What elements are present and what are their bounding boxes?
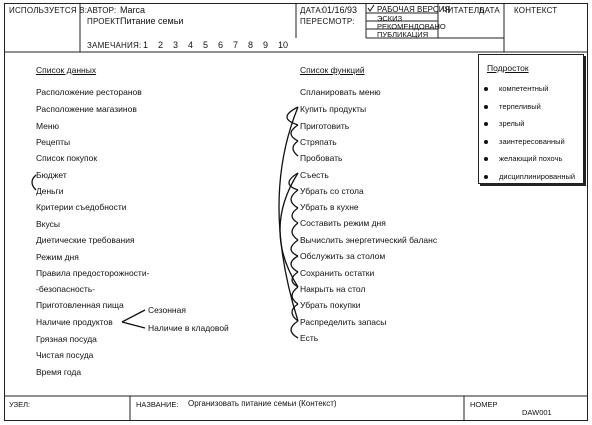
data-list-item: Режим дня xyxy=(36,252,79,262)
func-connector-15 xyxy=(291,321,298,338)
name-value: Организовать питание семьи (Контекст) xyxy=(188,399,337,408)
name-label: НАЗВАНИЕ: xyxy=(136,400,179,409)
func-connector-3 xyxy=(293,141,298,156)
legend-bullet xyxy=(484,140,488,144)
function-list-item: Сохранить остатки xyxy=(300,268,375,278)
function-list-item: Приготовить xyxy=(300,121,350,131)
date-label: ДАТА: xyxy=(300,6,324,15)
function-list-item: Вычислить энергетический баланс xyxy=(300,235,438,245)
data-list-item: Деньги xyxy=(36,186,64,196)
status-recommended: РЕКОМЕНДОВАНО xyxy=(377,22,446,31)
legend-item: терпеливый xyxy=(499,101,541,111)
function-list-item: Съесть xyxy=(300,170,329,180)
note-number: 3 xyxy=(173,40,179,50)
data-list-item: Наличие продуктов xyxy=(36,317,113,327)
reader-label: ЧИТАТЕЛЬ xyxy=(442,6,485,15)
note-number: 8 xyxy=(248,40,254,50)
legend-bullet xyxy=(484,175,488,179)
data-list-title: Список данных xyxy=(36,65,97,75)
legend-item: желающий похочь xyxy=(499,154,563,163)
data-list-item: Расположение магазинов xyxy=(36,104,137,114)
function-list-item: Убрать покупки xyxy=(300,300,361,310)
data-list-item: Чистая посуда xyxy=(36,350,94,360)
note-number: 2 xyxy=(158,40,164,50)
notes-label: ЗАМЕЧАНИЯ: xyxy=(87,41,142,50)
data-list-item: Бюджет xyxy=(36,170,67,180)
project-label: ПРОЕКТ: xyxy=(87,17,123,26)
func-connector-2 xyxy=(291,125,298,141)
data-list-item: Рецепты xyxy=(36,137,71,147)
function-list-item: Есть xyxy=(300,333,319,343)
legend-item: дисциплинированный xyxy=(499,171,576,181)
legend-title: Подросток xyxy=(487,63,529,73)
function-list-item: Убрать со стола xyxy=(300,186,364,196)
author-label: АВТОР: xyxy=(87,6,117,15)
legend-box xyxy=(478,54,584,184)
used-at-label: ИСПОЛЬЗУЕТСЯ В: xyxy=(9,6,88,15)
function-list-item: Распределить запасы xyxy=(300,317,387,327)
data-list-item: Грязная посуда xyxy=(36,334,97,344)
data-list-item: Правила предосторожности- xyxy=(36,268,150,278)
function-list-item: Купить продукты xyxy=(300,104,367,114)
data-list-item: Приготовленная пища xyxy=(36,300,124,310)
function-list-item: Стряпать xyxy=(300,137,337,147)
note-number: 1 xyxy=(143,40,149,50)
function-list-item: Спланировать меню xyxy=(300,87,381,97)
function-list-title: Список функций xyxy=(300,65,365,75)
note-number: 5 xyxy=(203,40,209,50)
sub-item-pantry: Наличие в кладовой xyxy=(148,323,229,333)
note-number: 6 xyxy=(218,40,224,50)
legend-bullet xyxy=(484,122,488,126)
func-connector-9 xyxy=(292,223,298,240)
data-list-item: -безопасность- xyxy=(36,284,96,294)
note-number: 10 xyxy=(278,40,289,50)
number-label: НОМЕР xyxy=(470,400,498,409)
note-number: 4 xyxy=(188,40,194,50)
date-value: 01/16/93 xyxy=(322,5,358,15)
function-list-item: Пробовать xyxy=(300,153,343,163)
func-connector-10 xyxy=(291,240,298,256)
budget-money-bracket xyxy=(32,175,36,190)
data-list-item: Время года xyxy=(36,367,82,377)
reviewer-label: ПЕРЕСМОТР: xyxy=(300,17,355,26)
legend-item: зрелый xyxy=(499,119,525,128)
function-list-item: Составить режим дня xyxy=(300,218,386,228)
context-label: КОНТЕКСТ xyxy=(514,6,558,15)
status-draft: ЭСКИЗ xyxy=(377,14,403,23)
data-list-item: Диетические требования xyxy=(36,235,135,245)
status-working: РАБОЧАЯ ВЕРСИЯ xyxy=(377,5,451,14)
status-publication: ПУБЛИКАЦИЯ xyxy=(377,30,429,39)
func-connector-11 xyxy=(291,256,298,272)
note-number: 7 xyxy=(233,40,239,50)
func-connector-6 xyxy=(291,190,298,208)
data-list-item: Расположение ресторанов xyxy=(36,87,142,97)
sub-item-seasonal: Сезонная xyxy=(148,305,186,315)
function-list-item: Накрыть на стол xyxy=(300,284,366,294)
legend-item: заинтересованный xyxy=(499,136,565,146)
legend-bullet xyxy=(484,87,488,91)
legend-bullet xyxy=(484,105,488,109)
legend-item: компетентный xyxy=(499,84,549,93)
number-value: DAW001 xyxy=(522,408,552,417)
func-connector-8 xyxy=(292,208,298,223)
reader-date-label: ДАТА xyxy=(479,6,500,15)
function-list-item: Убрать в кухне xyxy=(300,202,359,212)
data-list-item: Критерии съедобности xyxy=(36,202,127,212)
legend-bullet xyxy=(484,157,488,161)
availability-branch-upper xyxy=(122,310,145,322)
project-value: Питание семьи xyxy=(120,16,184,26)
availability-branch-lower xyxy=(122,322,145,328)
node-label: УЗЕЛ: xyxy=(9,400,31,409)
data-list-item: Меню xyxy=(36,121,59,131)
function-list-item: Обслужить за столом xyxy=(300,251,386,261)
data-list-item: Список покупок xyxy=(36,153,98,163)
author-value: Marca xyxy=(120,5,146,15)
data-list-item: Вкусы xyxy=(36,219,60,229)
note-number: 9 xyxy=(263,40,269,50)
